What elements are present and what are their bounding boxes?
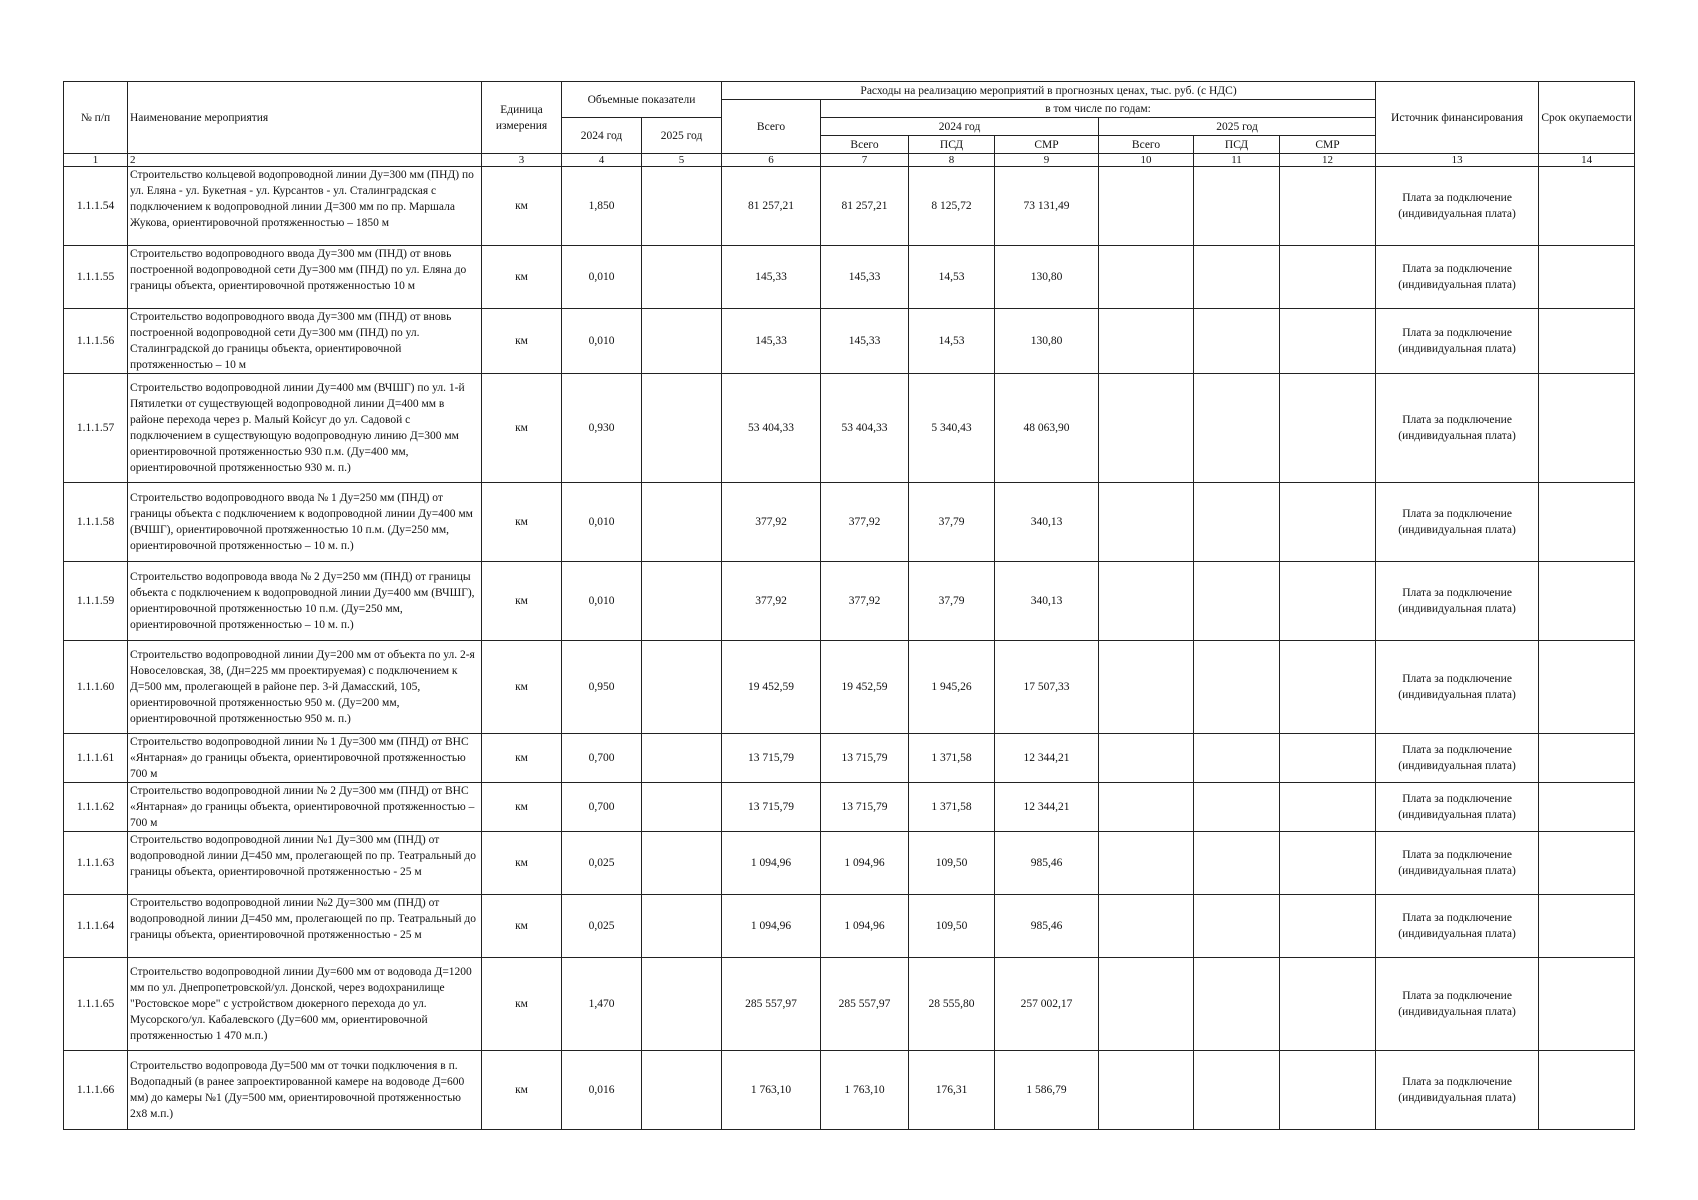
col-number: 1 (64, 154, 128, 167)
row-psd-2024: 28 555,80 (909, 958, 995, 1051)
row-volume-2024: 0,700 (562, 783, 642, 832)
row-volume-2025 (642, 641, 722, 734)
row-total: 377,92 (722, 562, 821, 641)
row-total: 1 763,10 (722, 1051, 821, 1130)
header-2025-smr: СМР (1280, 136, 1376, 154)
row-smr-2024: 73 131,49 (995, 167, 1099, 246)
row-total-2025 (1099, 167, 1194, 246)
row-source: Плата за подключение (индивидуальная плата) (1376, 483, 1539, 562)
row-unit: км (482, 562, 562, 641)
row-smr-2025 (1280, 309, 1376, 374)
row-id: 1.1.1.54 (64, 167, 128, 246)
row-source: Плата за подключение (индивидуальная плата) (1376, 734, 1539, 783)
row-volume-2024: 0,010 (562, 483, 642, 562)
row-volume-2024: 1,850 (562, 167, 642, 246)
row-smr-2024: 17 507,33 (995, 641, 1099, 734)
row-unit: км (482, 374, 562, 483)
row-smr-2024: 340,13 (995, 562, 1099, 641)
row-psd-2025 (1194, 562, 1280, 641)
row-volume-2025 (642, 895, 722, 958)
col-number: 12 (1280, 154, 1376, 167)
row-total-2025 (1099, 309, 1194, 374)
row-volume-2025 (642, 167, 722, 246)
row-total: 145,33 (722, 309, 821, 374)
row-psd-2025 (1194, 832, 1280, 895)
header-volume: Объемные показатели (562, 82, 722, 118)
row-smr-2025 (1280, 783, 1376, 832)
row-smr-2025 (1280, 958, 1376, 1051)
header-vol-2025: 2025 год (642, 118, 722, 154)
row-source: Плата за подключение (индивидуальная плата) (1376, 374, 1539, 483)
row-total-2024: 1 094,96 (821, 832, 909, 895)
col-number: 13 (1376, 154, 1539, 167)
row-unit: км (482, 734, 562, 783)
row-smr-2024: 985,46 (995, 832, 1099, 895)
header-2025-psd: ПСД (1194, 136, 1280, 154)
row-id: 1.1.1.57 (64, 374, 128, 483)
row-source: Плата за подключение (индивидуальная плата) (1376, 641, 1539, 734)
col-number: 6 (722, 154, 821, 167)
table-row (64, 895, 1635, 958)
row-smr-2025 (1280, 641, 1376, 734)
row-psd-2025 (1194, 958, 1280, 1051)
row-psd-2025 (1194, 309, 1280, 374)
row-name: Строительство водопроводной линии Ду=600 мм от водовода Д=1200 мм по ул. Днепропетровской/ул. Донской, через водохранилище "Ростовское море" с устройством дюкерного перехода до ул. Мусорского/ул. Кабалевского (Ду=600 мм, ориентировочной протяженностью 1 470 м.п.) (128, 958, 482, 1051)
row-total: 1 094,96 (722, 832, 821, 895)
row-psd-2024: 37,79 (909, 483, 995, 562)
header-unit: Единица измерения (482, 82, 562, 154)
row-volume-2025 (642, 958, 722, 1051)
row-payback (1539, 167, 1635, 246)
row-source: Плата за подключение (индивидуальная плата) (1376, 309, 1539, 374)
col-number: 5 (642, 154, 722, 167)
table-row (64, 734, 1635, 783)
row-psd-2025 (1194, 167, 1280, 246)
row-source: Плата за подключение (индивидуальная плата) (1376, 167, 1539, 246)
row-id: 1.1.1.64 (64, 895, 128, 958)
row-volume-2024: 0,010 (562, 246, 642, 309)
row-payback (1539, 832, 1635, 895)
row-payback (1539, 246, 1635, 309)
col-number: 8 (909, 154, 995, 167)
row-smr-2024: 130,80 (995, 309, 1099, 374)
row-payback (1539, 1051, 1635, 1130)
header-2025-total: Всего (1099, 136, 1194, 154)
row-total: 377,92 (722, 483, 821, 562)
col-number: 7 (821, 154, 909, 167)
row-payback (1539, 483, 1635, 562)
row-total-2024: 19 452,59 (821, 641, 909, 734)
row-total-2025 (1099, 641, 1194, 734)
row-total: 13 715,79 (722, 783, 821, 832)
header-2024-total: Всего (821, 136, 909, 154)
row-unit: км (482, 246, 562, 309)
row-total: 285 557,97 (722, 958, 821, 1051)
row-total-2024: 1 763,10 (821, 1051, 909, 1130)
row-psd-2024: 1 371,58 (909, 734, 995, 783)
row-volume-2025 (642, 483, 722, 562)
row-volume-2024: 0,025 (562, 832, 642, 895)
row-total: 1 094,96 (722, 895, 821, 958)
row-total: 53 404,33 (722, 374, 821, 483)
row-id: 1.1.1.62 (64, 783, 128, 832)
header-source: Источник финансирования (1376, 82, 1539, 154)
header-2024-psd: ПСД (909, 136, 995, 154)
row-payback (1539, 734, 1635, 783)
row-smr-2025 (1280, 1051, 1376, 1130)
row-volume-2024: 0,025 (562, 895, 642, 958)
row-volume-2025 (642, 309, 722, 374)
row-name: Строительство водопроводной линии №2 Ду=300 мм (ПНД) от водопроводной линии Д=450 мм, пролегающей по пр. Театральный до границы объекта, ориентировочной протяженностью - 25 м (128, 895, 482, 958)
row-smr-2025 (1280, 374, 1376, 483)
row-total-2024: 377,92 (821, 483, 909, 562)
row-psd-2025 (1194, 374, 1280, 483)
row-total: 19 452,59 (722, 641, 821, 734)
row-smr-2025 (1280, 895, 1376, 958)
row-psd-2025 (1194, 734, 1280, 783)
header-2024-smr: СМР (995, 136, 1099, 154)
row-psd-2025 (1194, 895, 1280, 958)
row-smr-2024: 340,13 (995, 483, 1099, 562)
row-id: 1.1.1.66 (64, 1051, 128, 1130)
row-total-2024: 81 257,21 (821, 167, 909, 246)
row-smr-2024: 130,80 (995, 246, 1099, 309)
row-source: Плата за подключение (индивидуальная плата) (1376, 783, 1539, 832)
row-id: 1.1.1.55 (64, 246, 128, 309)
header-by-years: в том числе по годам: (821, 100, 1376, 118)
row-id: 1.1.1.56 (64, 309, 128, 374)
row-total: 145,33 (722, 246, 821, 309)
row-total-2025 (1099, 562, 1194, 641)
row-smr-2024: 1 586,79 (995, 1051, 1099, 1130)
table-row (64, 562, 1635, 641)
table-row (64, 309, 1635, 374)
col-number: 2 (128, 154, 482, 167)
row-smr-2025 (1280, 562, 1376, 641)
row-total-2024: 145,33 (821, 246, 909, 309)
row-psd-2024: 1 945,26 (909, 641, 995, 734)
row-smr-2024: 12 344,21 (995, 783, 1099, 832)
row-source: Плата за подключение (индивидуальная плата) (1376, 562, 1539, 641)
column-numbers-row (64, 154, 1635, 167)
row-psd-2025 (1194, 641, 1280, 734)
investment-program-table (63, 81, 1635, 1130)
row-unit: км (482, 958, 562, 1051)
table-row (64, 1051, 1635, 1130)
header-vol-2024: 2024 год (562, 118, 642, 154)
row-id: 1.1.1.61 (64, 734, 128, 783)
row-volume-2024: 0,010 (562, 309, 642, 374)
row-total-2025 (1099, 246, 1194, 309)
row-id: 1.1.1.63 (64, 832, 128, 895)
row-total: 81 257,21 (722, 167, 821, 246)
row-total-2025 (1099, 374, 1194, 483)
row-volume-2024: 0,950 (562, 641, 642, 734)
row-unit: км (482, 1051, 562, 1130)
row-id: 1.1.1.58 (64, 483, 128, 562)
row-smr-2024: 12 344,21 (995, 734, 1099, 783)
table-row (64, 374, 1635, 483)
row-total-2025 (1099, 895, 1194, 958)
row-unit: км (482, 895, 562, 958)
row-source: Плата за подключение (индивидуальная плата) (1376, 246, 1539, 309)
row-payback (1539, 958, 1635, 1051)
row-total-2024: 145,33 (821, 309, 909, 374)
header-payback: Срок окупаемости (1539, 82, 1635, 154)
row-total-2024: 285 557,97 (821, 958, 909, 1051)
row-total-2025 (1099, 783, 1194, 832)
row-unit: км (482, 309, 562, 374)
row-name: Строительство водопровода Ду=500 мм от точки подключения в п. Водопадный (в ранее запроектированной камере на водоводе Д=600 мм) до камеры №1 (Ду=500 мм, ориентировочной протяженностью 2х8 м.п.) (128, 1051, 482, 1130)
row-psd-2024: 1 371,58 (909, 783, 995, 832)
header-total: Всего (722, 100, 821, 154)
row-source: Плата за подключение (индивидуальная плата) (1376, 1051, 1539, 1130)
row-source: Плата за подключение (индивидуальная плата) (1376, 895, 1539, 958)
row-psd-2025 (1194, 1051, 1280, 1130)
header-costs: Расходы на реализацию мероприятий в прогнозных ценах, тыс. руб. (с НДС) (722, 82, 1376, 100)
row-id: 1.1.1.65 (64, 958, 128, 1051)
table-row (64, 167, 1635, 246)
row-unit: км (482, 641, 562, 734)
row-volume-2024: 0,016 (562, 1051, 642, 1130)
row-psd-2025 (1194, 783, 1280, 832)
row-total-2024: 13 715,79 (821, 783, 909, 832)
table-row (64, 641, 1635, 734)
row-volume-2025 (642, 1051, 722, 1130)
row-smr-2025 (1280, 832, 1376, 895)
row-unit: км (482, 483, 562, 562)
row-volume-2025 (642, 783, 722, 832)
row-name: Строительство водопроводной линии №1 Ду=300 мм (ПНД) от водопроводной линии Д=450 мм, пролегающей по пр. Театральный до границы объекта, ориентировочной протяженностью - 25 м (128, 832, 482, 895)
row-total: 13 715,79 (722, 734, 821, 783)
row-source: Плата за подключение (индивидуальная плата) (1376, 958, 1539, 1051)
row-unit: км (482, 783, 562, 832)
row-payback (1539, 309, 1635, 374)
row-psd-2024: 14,53 (909, 246, 995, 309)
header-year-2025: 2025 год (1099, 118, 1376, 136)
row-total-2024: 1 094,96 (821, 895, 909, 958)
row-psd-2024: 109,50 (909, 895, 995, 958)
col-number: 14 (1539, 154, 1635, 167)
row-total-2025 (1099, 483, 1194, 562)
row-psd-2024: 37,79 (909, 562, 995, 641)
row-volume-2025 (642, 562, 722, 641)
row-smr-2024: 985,46 (995, 895, 1099, 958)
row-smr-2024: 257 002,17 (995, 958, 1099, 1051)
row-total-2025 (1099, 734, 1194, 783)
row-name: Строительство водопроводной линии Ду=400 мм (ВЧШГ) по ул. 1-й Пятилетки от существующей водопроводной линии Д=400 мм в районе перехода через р. Малый Койсуг до ул. Садовой с подключением в существующую водопроводную линию Д=300 мм ориентировочной протяженностью 930 п.м. (Ду=400 мм, ориентировочной протяженностью 930 м. п.) (128, 374, 482, 483)
row-psd-2025 (1194, 483, 1280, 562)
row-volume-2025 (642, 734, 722, 783)
row-total-2025 (1099, 832, 1194, 895)
row-id: 1.1.1.60 (64, 641, 128, 734)
row-psd-2024: 14,53 (909, 309, 995, 374)
row-smr-2025 (1280, 483, 1376, 562)
table-row (64, 958, 1635, 1051)
row-name: Строительство водопровода ввода № 2 Ду=250 мм (ПНД) от границы объекта с подключением к водопроводной линии Ду=400 мм (ВЧШГ), ориентировочной протяженностью 10 п.м. (Ду=250 мм, ориентировочной протяженностью – 10 м. п.) (128, 562, 482, 641)
row-unit: км (482, 832, 562, 895)
col-number: 10 (1099, 154, 1194, 167)
header-year-2024: 2024 год (821, 118, 1099, 136)
row-id: 1.1.1.59 (64, 562, 128, 641)
row-volume-2025 (642, 832, 722, 895)
row-payback (1539, 562, 1635, 641)
row-payback (1539, 374, 1635, 483)
row-name: Строительство водопроводной линии № 2 Ду=300 мм (ПНД) от ВНС «Янтарная» до границы объекта, ориентировочной протяженностью – 700 м (128, 783, 482, 832)
col-number: 9 (995, 154, 1099, 167)
table-row (64, 832, 1635, 895)
col-number: 4 (562, 154, 642, 167)
row-volume-2024: 0,700 (562, 734, 642, 783)
table-row (64, 783, 1635, 832)
row-psd-2024: 176,31 (909, 1051, 995, 1130)
header-name: Наименование мероприятия (128, 82, 482, 154)
row-smr-2024: 48 063,90 (995, 374, 1099, 483)
row-smr-2025 (1280, 246, 1376, 309)
col-number: 11 (1194, 154, 1280, 167)
row-total-2024: 377,92 (821, 562, 909, 641)
row-name: Строительство водопроводного ввода Ду=300 мм (ПНД) от вновь построенной водопроводной сети Ду=300 мм (ПНД) по ул. Сталинградской до границы объекта, ориентировочной протяженностью – 10 м (128, 309, 482, 374)
col-number: 3 (482, 154, 562, 167)
row-name: Строительство водопроводной линии № 1 Ду=300 мм (ПНД) от ВНС «Янтарная» до границы объекта, ориентировочной протяженностью 700 м (128, 734, 482, 783)
row-name: Строительство водопроводного ввода № 1 Ду=250 мм (ПНД) от границы объекта с подключением к водопроводной линии Ду=400 мм (ВЧШГ), ориентировочной протяженностью 10 п.м. (Ду=250 мм, ориентировочной протяженностью – 10 м. п.) (128, 483, 482, 562)
row-volume-2024: 0,930 (562, 374, 642, 483)
row-name: Строительство кольцевой водопроводной линии Ду=300 мм (ПНД) по ул. Еляна - ул. Букетная - ул. Курсантов - ул. Сталинградская с подключением к водопроводной линии Д=300 мм по пр. Маршала Жукова, ориентировочной протяженностью – 1850 м (128, 167, 482, 246)
row-total-2025 (1099, 958, 1194, 1051)
row-psd-2024: 109,50 (909, 832, 995, 895)
row-name: Строительство водопроводной линии Ду=200 мм от объекта по ул. 2-я Новоселовская, 38, (Дн=225 мм проектируемая) с подключением к Д=500 мм, пролегающей в районе пер. 3-й Дамасский, 105, ориентировочной протяженностью 950 м. (Ду=200 мм, ориентировочной протяженностью 950 м. п.) (128, 641, 482, 734)
row-smr-2025 (1280, 167, 1376, 246)
row-unit: км (482, 167, 562, 246)
row-smr-2025 (1280, 734, 1376, 783)
header-num: № п/п (64, 82, 128, 154)
row-total-2024: 53 404,33 (821, 374, 909, 483)
row-name: Строительство водопроводного ввода Ду=300 мм (ПНД) от вновь построенной водопроводной сети Ду=300 мм (ПНД) по ул. Еляна до границы объекта, ориентировочной протяженностью 10 м (128, 246, 482, 309)
row-payback (1539, 783, 1635, 832)
row-payback (1539, 641, 1635, 734)
row-psd-2025 (1194, 246, 1280, 309)
row-source: Плата за подключение (индивидуальная плата) (1376, 832, 1539, 895)
row-volume-2025 (642, 374, 722, 483)
row-payback (1539, 895, 1635, 958)
table-row (64, 483, 1635, 562)
row-volume-2025 (642, 246, 722, 309)
row-total-2024: 13 715,79 (821, 734, 909, 783)
row-total-2025 (1099, 1051, 1194, 1130)
row-psd-2024: 8 125,72 (909, 167, 995, 246)
table-row (64, 246, 1635, 309)
row-psd-2024: 5 340,43 (909, 374, 995, 483)
row-volume-2024: 1,470 (562, 958, 642, 1051)
row-volume-2024: 0,010 (562, 562, 642, 641)
